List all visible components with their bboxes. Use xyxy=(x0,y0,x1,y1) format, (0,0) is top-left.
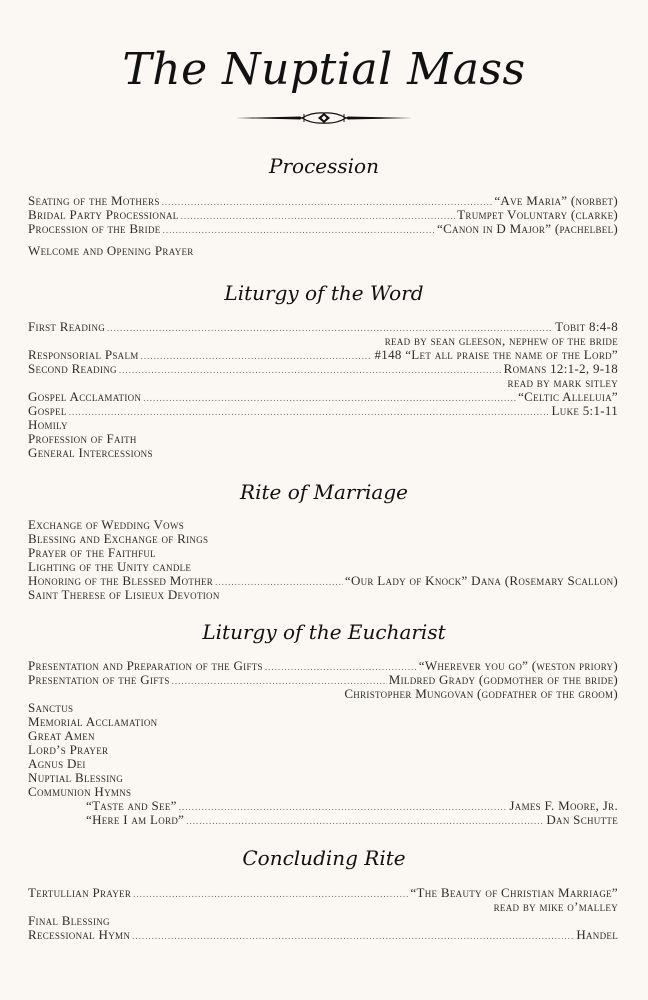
dot-leader xyxy=(119,363,502,377)
list-item xyxy=(28,432,618,446)
item-label: Recessional Hymn xyxy=(28,927,131,942)
item-note: read by sean gleeson, nephew of the bride xyxy=(384,333,618,348)
item-value: “Canon in D Major” (pachelbel) xyxy=(437,221,618,236)
reader-note xyxy=(28,334,618,348)
list-item xyxy=(28,390,618,404)
list-item xyxy=(28,532,618,546)
list-item xyxy=(28,928,618,942)
list-item xyxy=(28,757,618,771)
item-value: Luke 5:1-11 xyxy=(551,403,618,418)
item-label: Lighting of the Unity candle xyxy=(28,559,192,574)
dot-leader xyxy=(215,575,343,589)
item-note: read by mark sitley xyxy=(507,375,618,390)
list-item xyxy=(28,588,618,602)
item-label: Blessing and Exchange of Rings xyxy=(28,531,209,546)
flourish-divider-icon xyxy=(234,110,414,126)
dot-leader xyxy=(163,223,435,237)
hymn-item xyxy=(28,799,618,813)
item-label: Honoring of the Blessed Mother xyxy=(28,573,214,588)
item-value: #148 “Let all praise the name of the Lord” xyxy=(374,347,618,362)
item-label: “Here I am Lord” xyxy=(86,812,185,827)
reader-note xyxy=(28,687,618,701)
list-item xyxy=(28,320,618,334)
list-item xyxy=(28,771,618,785)
list-item xyxy=(28,715,618,729)
dot-leader xyxy=(179,800,508,814)
reader-note xyxy=(28,376,618,390)
item-value: Handel xyxy=(576,927,618,942)
list-item xyxy=(28,244,618,258)
list-item xyxy=(28,743,618,757)
section-heading-rite-marriage: Rite of Marriage xyxy=(240,480,408,504)
item-value: “Ave Maria” (norbet) xyxy=(494,193,618,208)
list-item xyxy=(28,659,618,673)
item-value: “Celtic Alleluia” xyxy=(518,389,618,404)
list-item xyxy=(28,886,618,900)
item-label: First Reading xyxy=(28,319,106,334)
item-value: Dan Schutte xyxy=(546,812,618,827)
item-value: “The Beauty of Christian Marriage” xyxy=(410,885,618,900)
dot-leader xyxy=(133,887,408,901)
dot-leader xyxy=(186,814,544,828)
hymn-item xyxy=(28,813,618,827)
list-item xyxy=(28,404,618,418)
item-value: Romans 12:1-2, 9-18 xyxy=(503,361,618,376)
list-item xyxy=(28,446,618,460)
section-heading-procession: Procession xyxy=(269,154,379,178)
item-label: Great Amen xyxy=(28,728,95,743)
item-label: Tertullian Prayer xyxy=(28,885,132,900)
dot-leader xyxy=(141,349,373,363)
item-label: General Intercessions xyxy=(28,445,153,460)
item-value: Tobit 8:4-8 xyxy=(555,319,618,334)
item-label: Memorial Acclamation xyxy=(28,714,158,729)
section-heading-liturgy-eucharist: Liturgy of the Eucharist xyxy=(202,620,446,644)
reader-note xyxy=(28,900,618,914)
list-item xyxy=(28,348,618,362)
item-label: Presentation and Preparation of the Gifts xyxy=(28,658,263,673)
list-item xyxy=(28,560,618,574)
list-item xyxy=(28,518,618,532)
list-item xyxy=(28,914,618,928)
list-item xyxy=(28,418,618,432)
item-value: James F. Moore, Jr. xyxy=(509,798,618,813)
list-item xyxy=(28,222,618,236)
item-label: Seating of the Mothers xyxy=(28,193,160,208)
dot-leader xyxy=(69,405,550,419)
item-label: Final Blessing xyxy=(28,913,110,928)
list-item xyxy=(28,673,618,687)
list-item xyxy=(28,546,618,560)
item-label: Prayer of the Faithful xyxy=(28,545,156,560)
item-label: Gospel xyxy=(28,403,67,418)
dot-leader xyxy=(143,391,516,405)
item-label: Nuptial Blessing xyxy=(28,770,124,785)
item-label: Second Reading xyxy=(28,361,117,376)
list-item xyxy=(28,701,618,715)
item-label: Gospel Acclamation xyxy=(28,389,142,404)
item-value: “Our Lady of Knock” Dana (Rosemary Scallon) xyxy=(344,573,618,588)
dot-leader xyxy=(162,195,493,209)
dot-leader xyxy=(181,209,456,223)
item-label: Procession of the Bride xyxy=(28,221,161,236)
item-label: Agnus Dei xyxy=(28,756,86,771)
item-value: Mildred Grady (godmother of the bride) xyxy=(388,672,618,687)
item-label: Communion Hymns xyxy=(28,784,132,799)
item-label: Saint Therese of Lisieux Devotion xyxy=(28,587,220,602)
list-item xyxy=(28,208,618,222)
section-heading-liturgy-word: Liturgy of the Word xyxy=(224,281,424,305)
list-item xyxy=(28,574,618,588)
list-item xyxy=(28,785,618,799)
item-value: Trumpet Voluntary (clarke) xyxy=(457,207,618,222)
list-item xyxy=(28,194,618,208)
item-label: Lord’s Prayer xyxy=(28,742,109,757)
concluding-rite-list xyxy=(28,886,618,942)
rite-marriage-list xyxy=(28,518,618,602)
item-label: Responsorial Psalm xyxy=(28,347,139,362)
item-label: Welcome and Opening Prayer xyxy=(28,243,194,258)
page-title: The Nuptial Mass xyxy=(122,44,526,95)
item-label: “Taste and See” xyxy=(86,798,177,813)
dot-leader xyxy=(132,929,574,943)
item-label: Profession of Faith xyxy=(28,431,137,446)
item-note: Christopher Mungovan (godfather of the groom) xyxy=(344,686,618,701)
item-label: Sanctus xyxy=(28,700,74,715)
item-label: Homily xyxy=(28,417,68,432)
procession-list xyxy=(28,194,618,258)
liturgy-word-list xyxy=(28,320,618,460)
item-value: “Wherever you go” (weston priory) xyxy=(418,658,618,673)
item-label: Presentation of the Gifts xyxy=(28,672,170,687)
item-label: Bridal Party Processional xyxy=(28,207,179,222)
section-heading-concluding-rite: Concluding Rite xyxy=(242,846,406,870)
item-note: read by mike o’malley xyxy=(493,899,618,914)
liturgy-eucharist-list xyxy=(28,659,618,827)
item-label: Exchange of Wedding Vows xyxy=(28,517,185,532)
list-item xyxy=(28,729,618,743)
list-item xyxy=(28,362,618,376)
